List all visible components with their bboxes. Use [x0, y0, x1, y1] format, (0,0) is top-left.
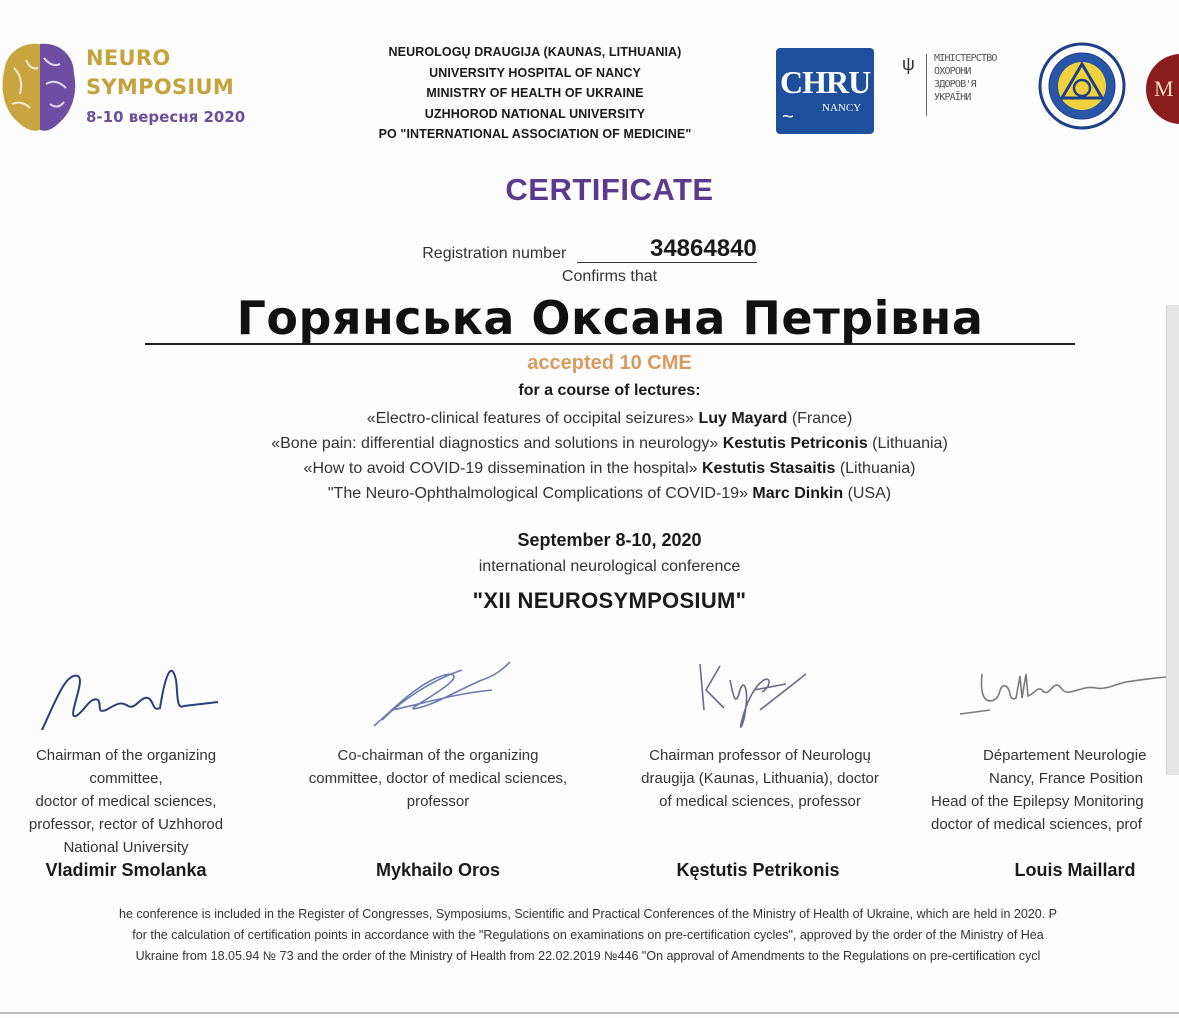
lecture-item	[0, 481, 1179, 506]
logo-dates: 8-10 вересня 2020	[86, 108, 246, 126]
role-line: professor	[406, 793, 470, 810]
course-label: for a course of lectures:	[518, 382, 701, 399]
signatory-role-maillard	[925, 744, 1179, 836]
registration-label: Registration number	[422, 245, 567, 262]
role-line: Département Neurologie	[983, 747, 1147, 764]
ministry-health-logo	[902, 52, 1022, 122]
role-line: National University	[63, 839, 189, 856]
role-line: Head of the Epilepsy Monitoring	[931, 793, 1144, 810]
role-line: professor, rector of Uzhhorod	[28, 816, 224, 833]
lecture-speaker: Marc Dinkin	[752, 485, 844, 502]
page-edge-shadow	[1166, 305, 1179, 775]
chru-logo-text: CHRU	[780, 64, 871, 100]
bottom-border	[0, 1012, 1179, 1014]
signatory-role-petrikonis	[604, 744, 916, 813]
signature-maillard	[950, 650, 1179, 740]
confirms-text: Confirms that	[561, 268, 658, 285]
registration-number: 34864840	[577, 236, 757, 263]
conference-date: September 8-10, 2020	[517, 530, 702, 550]
signature-smolanka	[36, 650, 226, 740]
med-logo-text: M	[1154, 76, 1174, 101]
lecture-item	[0, 456, 1179, 481]
brain-icon	[0, 38, 78, 138]
role-line: of medical sciences, professor	[659, 793, 861, 810]
lecture-speaker: Luy Mayard	[698, 410, 788, 427]
conference-name: "XII NEUROSYMPOSIUM"	[472, 588, 747, 613]
signatory-name: Louis Maillard	[1014, 860, 1136, 880]
lecture-title: "The Neuro-Ophthalmological Complications of COVID-19»	[327, 485, 748, 502]
organizer-line: PO "INTERNATIONAL ASSOCIATION OF MEDICINE"	[378, 127, 692, 141]
lectures-list	[0, 406, 1179, 506]
signature-oros	[362, 650, 522, 740]
organizer-line: NEUROLOGŲ DRAUGIJA (KAUNAS, LITHUANIA)	[388, 45, 682, 59]
chru-logo-subtext: NANCY	[822, 102, 862, 114]
logo-line-neuro: NEURO	[86, 46, 171, 70]
lecture-country: (Lithuania)	[872, 435, 948, 452]
role-line: Nancy, France Position	[989, 770, 1143, 787]
lecture-country: (France)	[791, 410, 853, 427]
recipient-name: Горянська Оксана Петрівна	[145, 290, 1075, 345]
organizer-line: MINISTRY OF HEALTH OF UKRAINE	[426, 86, 644, 100]
footer-line: for the calculation of certification points in accordance with the "Regulations on examinations on pre-certification cycles", approved by the order of the Ministry of Hea	[132, 928, 1044, 942]
signatory-name: Vladimir Smolanka	[45, 860, 207, 880]
logo-divider	[926, 54, 927, 116]
signatory-name: Mykhailo Oros	[375, 860, 501, 880]
role-line: draugija (Kaunas, Lithuania), doctor	[641, 770, 879, 787]
lecture-item	[0, 431, 1179, 456]
university-seal-logo	[1038, 42, 1126, 130]
lecture-country: (Lithuania)	[839, 460, 916, 477]
role-line: committee,	[89, 770, 163, 787]
ministry-logo-line: ЗДОРОВ'Я	[934, 79, 976, 90]
organizers-list	[330, 42, 740, 145]
footer-line: Ukraine from 18.05.94 № 73 and the order of the Ministry of Health from 22.02.2019 №446 "On approval of Amendments to the Regulations on pre-certification cycl	[135, 949, 1041, 963]
lecture-title: «How to avoid COVID-19 dissemination in the hospital»	[303, 460, 698, 477]
organizer-line: UNIVERSITY HOSPITAL OF NANCY	[429, 65, 641, 80]
role-line: doctor of medical sciences,	[35, 793, 217, 810]
signature-petrikonis	[690, 650, 820, 740]
conference-type: international neurological conference	[478, 558, 741, 575]
role-line: committee, doctor of medical sciences,	[308, 770, 568, 787]
ministry-logo-line: МІНІСТЕРСТВО	[934, 53, 997, 64]
lecture-country: (USA)	[847, 485, 892, 502]
signatory-name: Kęstutis Petrikonis	[676, 860, 840, 880]
registration-line	[0, 236, 1179, 263]
footer-note	[0, 904, 1179, 967]
seal-icon	[1038, 42, 1126, 130]
lecture-title: «Electro-clinical features of occipital seizures»	[366, 410, 694, 427]
role-line: Co-chairman of the organizing	[337, 747, 539, 764]
lecture-speaker: Kestutis Petriconis	[722, 435, 868, 452]
signatory-role-smolanka	[0, 744, 252, 859]
role-line: doctor of medical sciences, prof	[931, 816, 1142, 833]
chru-nancy-logo	[776, 48, 874, 134]
lecture-title: «Bone pain: differential diagnostics and solutions in neurology»	[271, 435, 719, 452]
swirl-icon: ~	[782, 106, 794, 128]
ministry-logo-line: УКРАЇНИ	[934, 92, 971, 103]
medicine-association-logo	[1146, 54, 1179, 124]
trident-icon: ψ	[902, 54, 915, 74]
lecture-speaker: Kestutis Stasaitis	[701, 460, 836, 477]
cme-credits: accepted 10 CME	[527, 352, 692, 374]
role-line: Chairman professor of Neurologų	[649, 747, 871, 764]
neurosymposium-logo	[0, 38, 260, 138]
signatory-role-oros	[270, 744, 606, 813]
logo-line-symposium: SYMPOSIUM	[86, 75, 235, 99]
certificate-title: CERTIFICATE	[505, 172, 714, 207]
ministry-logo-line: ОХОРОНИ	[934, 66, 971, 77]
organizer-line: UZHHOROD NATIONAL UNIVERSITY	[424, 106, 646, 121]
footer-line: he conference is included in the Register of Congresses, Symposiums, Scientific and Practical Conferences of the Ministry of Health of Ukraine, which are held in 2020. P	[119, 907, 1057, 921]
role-line: Chairman of the organizing	[35, 747, 217, 764]
lecture-item	[0, 406, 1179, 431]
